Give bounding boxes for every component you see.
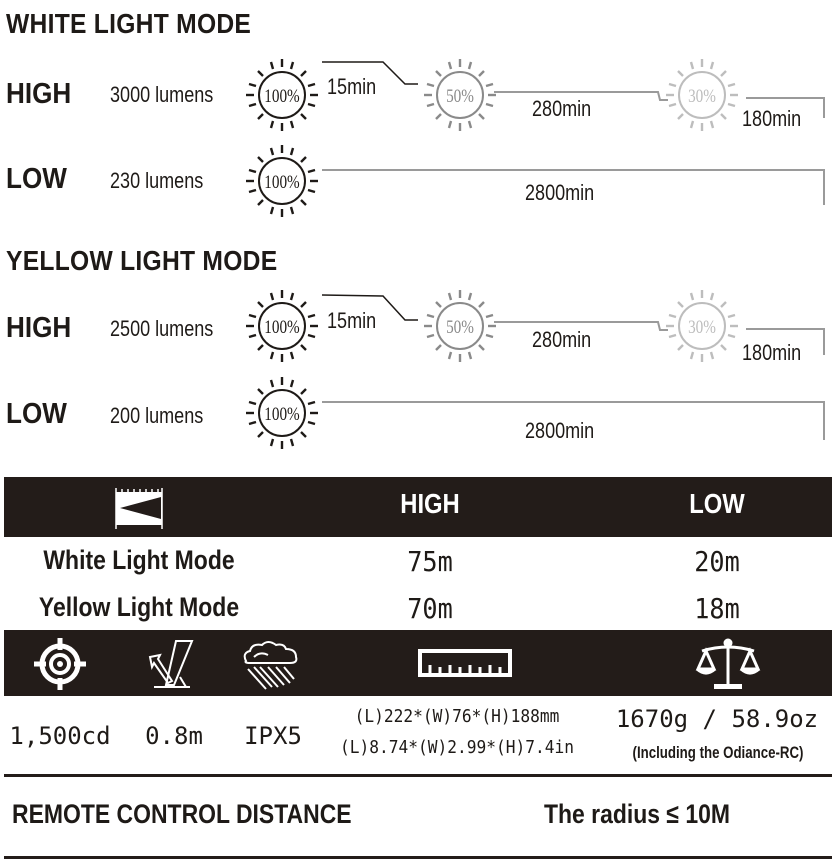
weight-value: 1670g / 58.9oz [615,705,819,733]
beam-row-high: 75m [407,545,453,578]
remote-value: The radius ≤ 10M [544,799,731,829]
white-mode-title: WHITE LIGHT MODE [6,8,252,39]
dimensions-in: (L)8.74*(W)2.99*(H)7.4in [339,737,575,758]
ruler-icon [418,648,512,678]
yellow-high-label: HIGH [6,312,72,344]
sun-100-icon [242,141,322,221]
yellow-high-duration-3: 180min [742,340,802,365]
intensity-value: 1,500cd [9,722,111,750]
white-high-duration-1: 15min [327,74,377,99]
svg-text:100%: 100% [264,403,300,425]
white-high-lumens: 3000 lumens [110,82,214,107]
yellow-low-lumens: 200 lumens [110,403,204,428]
svg-text:100%: 100% [264,171,300,193]
svg-text:100%: 100% [264,85,300,107]
white-low-lumens: 230 lumens [110,168,204,193]
remote-label: REMOTE CONTROL DISTANCE [12,799,352,829]
white-high-duration-2: 280min [532,96,592,121]
yellow-low-label: LOW [6,398,67,430]
svg-text:30%: 30% [688,316,716,338]
svg-text:100%: 100% [264,316,300,338]
white-low-duration: 2800min [525,180,595,205]
weight-note: (Including the Odiance-RC) [632,743,804,762]
waterproof-value: IPX5 [244,722,302,750]
beam-row-low: 18m [694,592,740,625]
yellow-mode-title: YELLOW LIGHT MODE [6,245,278,276]
beam-row-label: White Light Mode [43,545,235,575]
yellow-high-duration-1: 15min [327,308,377,333]
yellow-low-duration: 2800min [525,418,595,443]
beam-row-high: 70m [407,592,453,625]
beam-row-low: 20m [694,545,740,578]
white-low-label: LOW [6,163,67,195]
impact-drop-icon [146,637,198,691]
svg-text:50%: 50% [446,85,474,107]
rain-cloud-icon [240,637,302,693]
white-high-duration-3: 180min [742,106,802,131]
target-icon [32,636,88,692]
beam-col-high: HIGH [400,488,460,519]
impact-value: 0.8m [145,722,203,750]
svg-text:30%: 30% [688,85,716,107]
scale-icon [694,637,762,693]
sun-100-icon [242,373,322,453]
beam-col-low: LOW [689,488,745,519]
beam-row-label: Yellow Light Mode [38,592,240,622]
divider [4,774,832,777]
svg-text:50%: 50% [446,316,474,338]
white-high-label: HIGH [6,78,72,110]
yellow-high-duration-2: 280min [532,327,592,352]
beam-distance-icon [112,485,166,531]
dimensions-mm: (L)222*(W)76*(H)188mm [354,706,560,727]
yellow-high-lumens: 2500 lumens [110,316,214,341]
divider [4,856,832,859]
